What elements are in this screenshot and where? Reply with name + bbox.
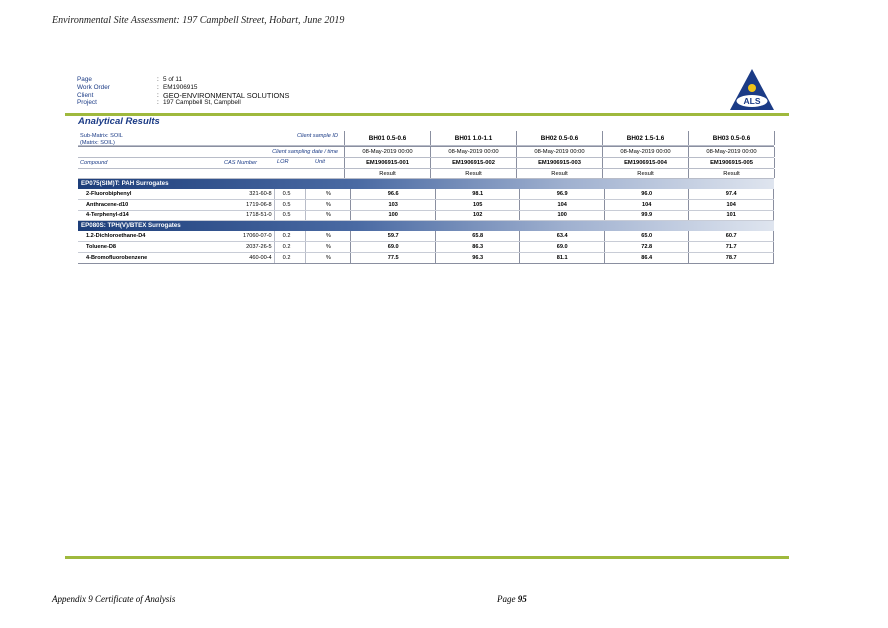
- sample-id: BH02 1.5-1.6: [602, 131, 688, 145]
- result-value: 69.0: [350, 242, 435, 252]
- sample-id: BH03 0.5-0.6: [688, 131, 775, 145]
- sampling-date-label: Client sampling date / time: [272, 149, 338, 155]
- cas-number: 17060-07-0: [243, 233, 272, 240]
- footer-appendix-label: Appendix 9 Certificate of Analysis: [52, 594, 176, 604]
- sampling-date: 08-May-2019 00:00: [602, 147, 688, 157]
- sample-id-cells: [344, 131, 775, 145]
- footer-rule: [65, 556, 789, 559]
- result-value: 103: [350, 200, 435, 210]
- sampling-date-cells: [344, 147, 775, 157]
- meta-label: Page: [77, 76, 92, 83]
- sample-id: BH02 0.5-0.6: [516, 131, 602, 145]
- lor-value: 0.2: [274, 253, 306, 263]
- lab-id-row: [78, 158, 774, 169]
- compound-label: Compound: [80, 160, 108, 166]
- lab-id: EM1906915-002: [430, 158, 516, 168]
- report-metadata: [77, 76, 289, 107]
- meta-value: 5 of 11: [163, 76, 183, 83]
- meta-row-project: [77, 99, 289, 107]
- result-value: 96.0: [604, 189, 689, 199]
- unit-value: %: [305, 211, 350, 221]
- result-value: 65.8: [435, 231, 520, 241]
- result-value: 86.4: [604, 253, 689, 263]
- result-value: 59.7: [350, 231, 435, 241]
- matrix-label: (Matrix: SOIL): [80, 140, 115, 146]
- result-value: 63.4: [519, 231, 604, 241]
- meta-colon: :: [157, 99, 159, 107]
- result-value: 78.7: [688, 253, 774, 263]
- lor-value: 0.5: [274, 200, 306, 210]
- result-label-cells: [344, 169, 775, 178]
- result-value: 104: [519, 200, 604, 210]
- meta-colon: :: [157, 76, 159, 83]
- page-prefix: Page: [497, 594, 518, 604]
- lor-value: 0.5: [274, 189, 306, 199]
- running-header: Environmental Site Assessment: 197 Campbell Street, Hobart, June 2019: [52, 15, 345, 26]
- result-value: 101: [688, 211, 774, 221]
- lab-id: EM1906915-001: [344, 158, 430, 168]
- meta-row-client: [77, 92, 289, 100]
- result-value: 65.0: [604, 231, 689, 241]
- meta-value: EM1906915: [163, 83, 198, 91]
- result-label: Result: [602, 169, 688, 178]
- unit-value: %: [305, 242, 350, 252]
- meta-row-page: [77, 76, 289, 84]
- lab-id: EM1906915-004: [602, 158, 688, 168]
- result-label: Result: [344, 169, 430, 178]
- result-value: 60.7: [688, 231, 774, 241]
- lor-value: 0.5: [274, 211, 306, 221]
- lab-id: EM1906915-003: [516, 158, 602, 168]
- lor-value: 0.2: [274, 231, 306, 241]
- sampling-date: 08-May-2019 00:00: [688, 147, 775, 157]
- cas-number: 1719-06-8: [246, 201, 272, 208]
- result-value: 98.1: [435, 189, 520, 199]
- result-value: 96.3: [435, 253, 520, 263]
- result-value: 77.5: [350, 253, 435, 263]
- group-header-tph-btex: EP080S: TPH(V)/BTEX Surrogates: [78, 221, 774, 231]
- cas-number: 1718-51-0: [246, 212, 272, 219]
- client-sample-id-label: Client sample ID: [296, 133, 338, 139]
- lab-id: EM1906915-005: [688, 158, 775, 168]
- table-row: [78, 189, 774, 200]
- result-label: Result: [516, 169, 602, 178]
- sampling-date: 08-May-2019 00:00: [344, 147, 430, 157]
- compound-name: 4-Bromofluorobenzene: [86, 254, 148, 261]
- sampling-date: 08-May-2019 00:00: [430, 147, 516, 157]
- page-number: 95: [517, 594, 527, 604]
- meta-colon: :: [157, 91, 159, 99]
- result-value: 97.4: [688, 189, 774, 199]
- cas-number: 2037-26-5: [246, 244, 272, 251]
- unit-label: Unit: [315, 159, 325, 165]
- logo-text: ALS: [743, 96, 761, 106]
- result-value: 71.7: [688, 242, 774, 252]
- cas-label: CAS Number: [224, 160, 257, 166]
- sample-id: BH01 1.0-1.1: [430, 131, 516, 145]
- compound-name: 1.2-Dichloroethane-D4: [86, 233, 146, 240]
- unit-value: %: [305, 231, 350, 241]
- sampling-date-row: [78, 146, 774, 158]
- table-row: [78, 253, 774, 264]
- result-value: 105: [435, 200, 520, 210]
- lab-id-cells: [344, 158, 775, 168]
- cas-number: 321-60-8: [249, 190, 272, 197]
- compound-name: Anthracene-d10: [86, 201, 129, 208]
- als-logo-icon: [728, 68, 776, 112]
- result-value: 99.9: [604, 211, 689, 221]
- section-title: Analytical Results: [78, 116, 160, 127]
- meta-value: GEO-ENVIRONMENTAL SOLUTIONS: [163, 90, 290, 100]
- unit-value: %: [305, 189, 350, 199]
- header-rule: [65, 113, 789, 116]
- result-label: Result: [688, 169, 775, 178]
- meta-label: Project: [77, 99, 97, 107]
- result-value: 100: [519, 211, 604, 221]
- sampling-date: 08-May-2019 00:00: [516, 147, 602, 157]
- table-row: [78, 211, 774, 222]
- table-row: [78, 242, 774, 253]
- compound-name: Toluene-D8: [86, 244, 117, 251]
- meta-label: Client: [77, 91, 94, 99]
- table-row: [78, 200, 774, 211]
- meta-value: 197 Campbell St, Campbell: [163, 99, 241, 107]
- unit-value: %: [305, 200, 350, 210]
- footer-page-number: [497, 594, 527, 604]
- group-header-pah: EP075(SIM)T: PAH Surrogates: [78, 179, 774, 189]
- result-value: 100: [350, 211, 435, 221]
- result-value: 104: [604, 200, 689, 210]
- result-value: 69.0: [519, 242, 604, 252]
- result-value: 102: [435, 211, 520, 221]
- lor-value: 0.2: [274, 242, 306, 252]
- unit-value: %: [305, 253, 350, 263]
- sub-matrix-label: Sub-Matrix: SOIL: [80, 133, 123, 139]
- meta-label: Work Order: [77, 83, 110, 91]
- cas-number: 460-00-4: [249, 254, 272, 261]
- compound-name: 2-Fluorobiphenyl: [86, 190, 132, 197]
- result-value: 81.1: [519, 253, 604, 263]
- lor-label: LOR: [277, 159, 289, 165]
- result-value: 72.8: [604, 242, 689, 252]
- result-label: Result: [430, 169, 516, 178]
- meta-colon: :: [157, 83, 159, 91]
- results-table: [78, 131, 774, 264]
- compound-name: 4-Terphenyl-d14: [86, 212, 129, 219]
- sample-id: BH01 0.5-0.6: [344, 131, 430, 145]
- sample-id-row: [78, 131, 774, 146]
- result-value: 96.9: [519, 189, 604, 199]
- result-value: 96.6: [350, 189, 435, 199]
- result-value: 86.3: [435, 242, 520, 252]
- result-value: 104: [688, 200, 774, 210]
- result-label-row: [78, 169, 774, 179]
- table-row: [78, 231, 774, 242]
